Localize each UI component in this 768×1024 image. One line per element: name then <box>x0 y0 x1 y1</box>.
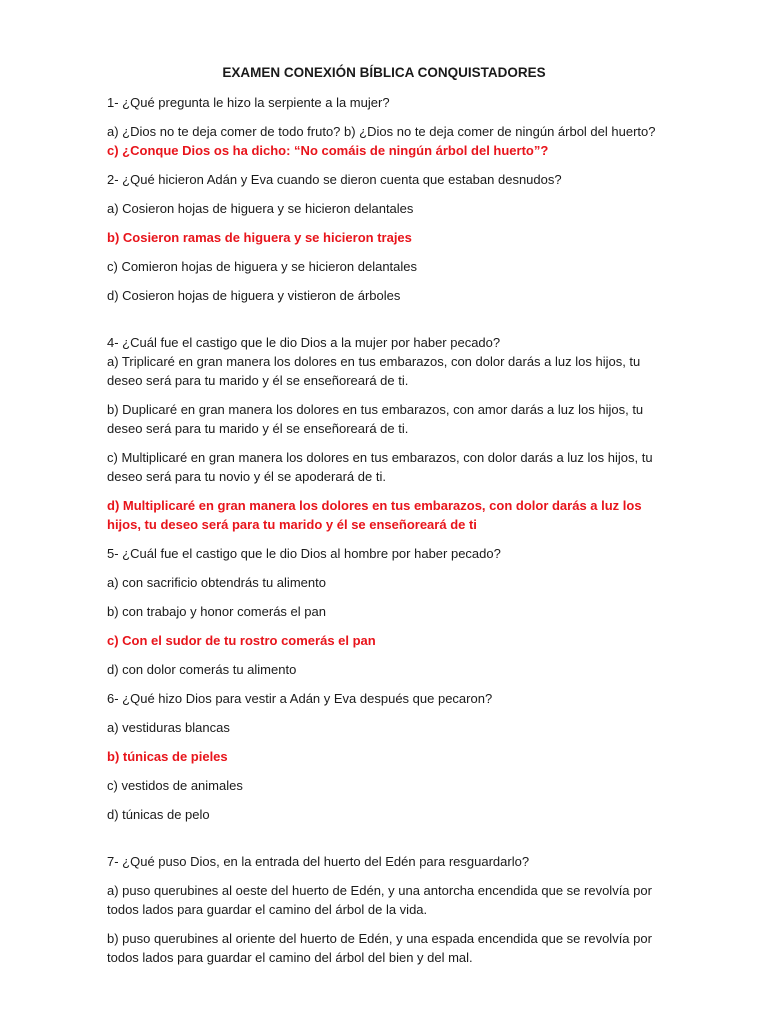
question-2-answer: b) Cosieron ramas de higuera y se hicieron trajes <box>107 230 412 245</box>
question-5-option-a: a) con sacrificio obtendrás tu alimento <box>107 575 326 590</box>
question-7: 7- ¿Qué puso Dios, en la entrada del huerto del Edén para resguardarlo? <box>107 854 530 869</box>
question-5-option-d: d) con dolor comerás tu alimento <box>107 662 297 677</box>
question-5: 5- ¿Cuál fue el castigo que le dio Dios al hombre por haber pecado? <box>107 546 501 561</box>
question-1-options <box>107 122 667 160</box>
question-5-answer: c) Con el sudor de tu rostro comerás el pan <box>107 633 376 648</box>
document-body <box>107 93 667 977</box>
question-1-options-ab: a) ¿Dios no te deja comer de todo fruto? b) ¿Dios no te deja comer de ningún árbol del huerto? <box>107 124 656 139</box>
question-5-option-b: b) con trabajo y honor comerás el pan <box>107 604 326 619</box>
question-6-option-a: a) vestiduras blancas <box>107 720 230 735</box>
question-2-option-a: a) Cosieron hojas de higuera y se hicieron delantales <box>107 201 414 216</box>
question-1: 1- ¿Qué pregunta le hizo la serpiente a la mujer? <box>107 95 390 110</box>
question-4: 4- ¿Cuál fue el castigo que le dio Dios a la mujer por haber pecado? <box>107 335 501 350</box>
question-7-option-a: a) puso querubines al oeste del huerto de Edén, y una antorcha encendida que se revolvía por todos lados para guardar el camino del árbol de la vida. <box>107 883 652 917</box>
question-2-option-c: c) Comieron hojas de higuera y se hicieron delantales <box>107 259 418 274</box>
question-6-answer: b) túnicas de pieles <box>107 749 228 764</box>
question-6-option-d: d) túnicas de pelo <box>107 807 210 822</box>
question-4-answer: d) Multiplicaré en gran manera los dolores en tus embarazos, con dolor darás a luz los hijos, tu deseo será para tu marido y él se enseñoreará de ti <box>107 498 642 532</box>
question-6: 6- ¿Qué hizo Dios para vestir a Adán y Eva después que pecaron? <box>107 691 493 706</box>
question-2-option-d: d) Cosieron hojas de higuera y vistieron de árboles <box>107 288 401 303</box>
question-4-option-a: a) Triplicaré en gran manera los dolores en tus embarazos, con dolor darás a luz los hijos, tu deseo será para tu marido y él se enseñoreará de ti. <box>107 354 641 388</box>
question-4-option-c: c) Multiplicaré en gran manera los dolores en tus embarazos, con dolor darás a luz los hijos, tu deseo será para tu novio y él se apoderará de ti. <box>107 450 653 484</box>
spacer <box>107 834 667 852</box>
question-2: 2- ¿Qué hicieron Adán y Eva cuando se dieron cuenta que estaban desnudos? <box>107 172 562 187</box>
exam-title: EXAMEN CONEXIÓN BÍBLICA CONQUISTADORES <box>222 65 546 80</box>
spacer <box>107 315 667 333</box>
question-6-option-c: c) vestidos de animales <box>107 778 243 793</box>
question-4-block <box>107 333 667 390</box>
question-1-answer: c) ¿Conque Dios os ha dicho: “No comáis de ningún árbol del huerto”? <box>107 143 549 158</box>
question-7-option-b: b) puso querubines al oriente del huerto de Edén, y una espada encendida que se revolvía por todos lados para guardar el camino del árbol del bien y del mal. <box>107 931 652 965</box>
question-4-option-b: b) Duplicaré en gran manera los dolores en tus embarazos, con amor darás a luz los hijos, tu deseo será para tu marido y él se enseñoreará de ti. <box>107 402 644 436</box>
